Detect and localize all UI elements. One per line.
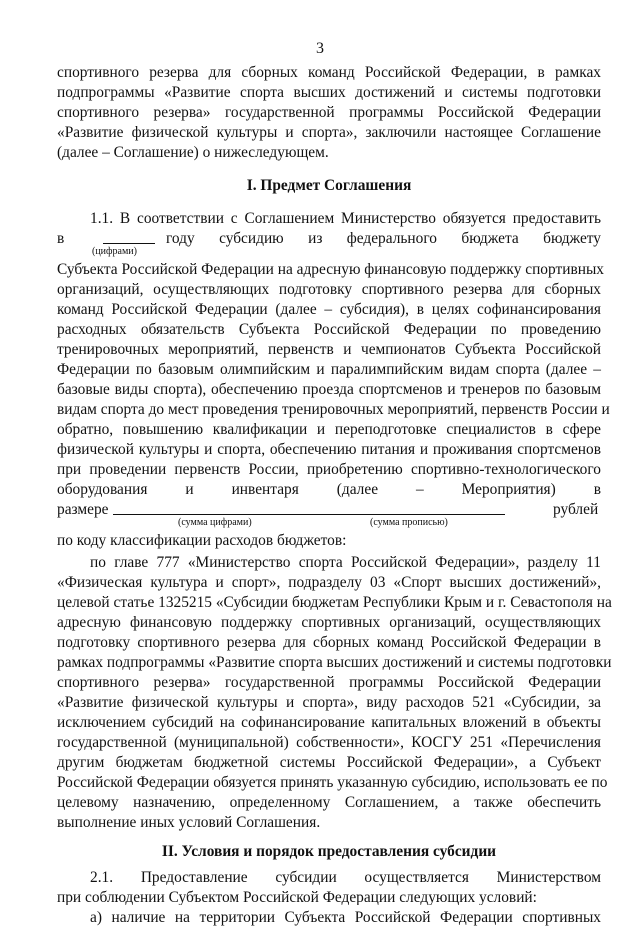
clause-line: по главе 777 «Министерство спорта Российской Федерации», разделу 11 xyxy=(90,554,601,571)
clause-line: Российской Федерации обязуется принять указанную субсидию, использовать ее по xyxy=(57,774,608,791)
note-summa-tsiframi: (сумма цифрами) xyxy=(178,517,252,528)
clause-line: государственной (муниципальной) собственности», КОСГУ 251 «Перечисления xyxy=(57,734,601,751)
clause-line: Субъекта Российской Федерации на адресную финансовую поддержку спортивных xyxy=(57,261,604,278)
clause-1-1-year-line: году субсидию из федерального бюджета бюджету xyxy=(166,230,601,247)
razmere-label: размере xyxy=(57,501,109,518)
clause-line: физической культуры и спорта, обеспечению питания и проживания спортсменов xyxy=(57,441,601,458)
clause-line: рамках подпрограммы «Развитие спорта высших достижений и системы подготовки xyxy=(57,654,612,671)
clause-line: при проведении первенств России, приобретению спортивно-технологического xyxy=(57,461,601,478)
rubley-label: рублей xyxy=(553,501,599,518)
clause-line: оборудования и инвентаря (далее – Мероприятия) в xyxy=(57,481,601,498)
note-summa-propisyu: (сумма прописью) xyxy=(370,517,448,528)
clause-1-1-v: в xyxy=(57,230,65,247)
clause-line: команд Российской Федерации (далее – субсидия), в целях софинансирования xyxy=(57,301,601,318)
clause-line: «Физическая культура и спорт», подразделу 03 «Спорт высших достижений», xyxy=(57,574,601,591)
kod-line: по коду классификации расходов бюджетов: xyxy=(57,532,347,549)
intro-line: (далее – Соглашение) о нижеследующем. xyxy=(57,144,329,161)
clause-line: «Развитие физической культуры и спорта», виду расходов 521 «Субсидии, за xyxy=(57,694,601,711)
amount-blank-field xyxy=(113,500,505,515)
intro-line: спортивного резерва» государственной программы Российской Федерации xyxy=(57,104,601,121)
clause-line: выполнение иных условий Соглашения. xyxy=(57,814,321,831)
clause-line: обратно, повышению квалификации и переподготовке специалистов в сфере xyxy=(57,421,601,438)
clause-2-1-line: при соблюдении Субъектом Российской Федерации следующих условий: xyxy=(57,889,537,905)
clause-line: организаций, осуществляющих подготовку спортивного резерва для сборных xyxy=(57,281,601,298)
intro-line: спортивного резерва для сборных команд Российской Федерации, в рамках xyxy=(57,64,601,81)
clause-line: видам спорта до мест проведения тренировочных мероприятий, первенств России и xyxy=(57,401,610,418)
intro-line: подпрограммы «Развитие спорта высших достижений и системы подготовки xyxy=(57,84,601,101)
clause-2-1-line: 2.1. Предоставление субсидии осуществляется Министерством xyxy=(90,869,601,886)
clause-line: другим бюджетам бюджетной системы Российской Федерации», а Субъект xyxy=(57,754,601,771)
clause-line: подготовку спортивного резерва для сборных команд Российской Федерации в xyxy=(57,634,601,651)
page-number: 3 xyxy=(316,40,324,57)
clause-line: целевой статье 1325215 «Субсидии бюджетам Республики Крым и г. Севастополя на xyxy=(57,594,612,611)
year-blank-field xyxy=(103,229,155,244)
note-tsiframi: (цифрами) xyxy=(92,246,137,257)
clause-line: Федерации по базовым олимпийским и паралимпийским видам спорта (далее – xyxy=(57,361,601,378)
clause-line: тренировочных мероприятий, первенств и чемпионатов Субъекта Российской xyxy=(57,341,601,358)
clause-line: адресную финансовую поддержку спортивных организаций, осуществляющих xyxy=(57,614,601,631)
clause-line: целевому назначению, определенному Соглашением, а также обеспечить xyxy=(57,794,601,811)
clause-line: спортивного резерва» государственной программы Российской Федерации xyxy=(57,674,601,691)
intro-line: «Развитие физической культуры и спорта», заключили настоящее Соглашение xyxy=(57,124,601,141)
clause-line: исключением субсидий на софинансирование капитальных вложений в объекты xyxy=(57,714,601,731)
clause-2-1-line: а) наличие на территории Субъекта Российской Федерации спортивных xyxy=(90,909,601,926)
clause-1-1-first-line: 1.1. В соответствии с Соглашением Министерство обязуется предоставить xyxy=(90,210,601,227)
section-1-title: I. Предмет Соглашения xyxy=(246,177,412,194)
clause-line: базовые виды спорта), обеспечению проезда спортсменов и тренеров по базовым xyxy=(57,381,601,398)
section-2-title: II. Условия и порядок предоставления субсидии xyxy=(161,843,497,860)
clause-line: расходных обязательств Субъекта Российской Федерации по проведению xyxy=(57,321,601,338)
